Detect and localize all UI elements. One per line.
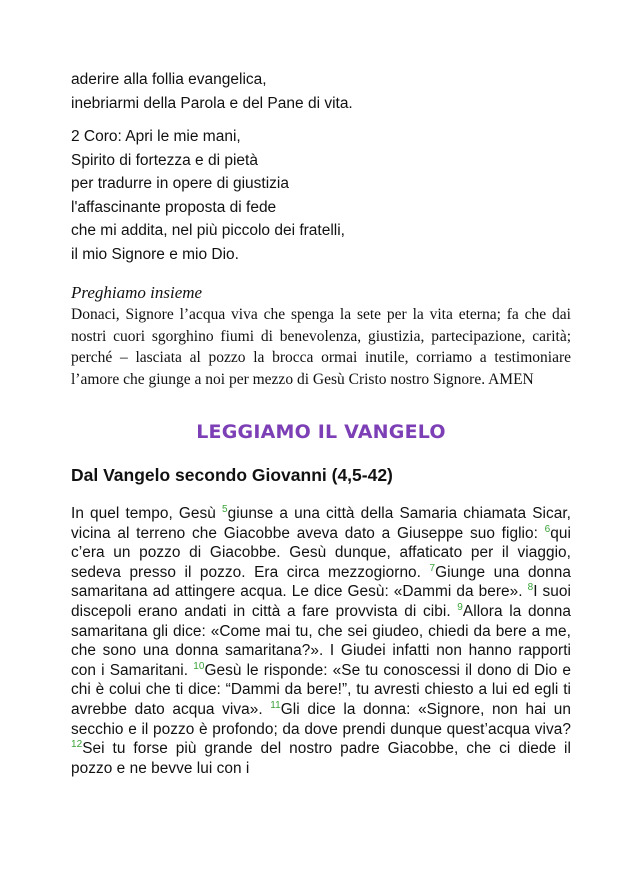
gospel-text bbox=[71, 504, 571, 778]
gospel-text-segment: giunse a una città della Samaria chiamata Sicar, vicina al terreno che Giacobbe aveva dato a Giuseppe suo figlio: bbox=[71, 505, 571, 542]
prayer-text: Donaci, Signore l’acqua viva che spenga la sete per la vita eterna; fa che dai nostri cuori sgorghino fiumi di benevolenza, giustizia, partecipazione, carità; perché – lasciata al pozzo la brocca ormai inutile, corriamo a testimoniare l’amore che giunge a noi per mezzo di Gesù Cristo nostro Signore. AMEN bbox=[71, 306, 571, 388]
poem-stanza bbox=[71, 125, 571, 266]
verse-number: 5 bbox=[222, 503, 228, 515]
gospel-text-segment: Gesù le risponde: «Se tu conoscessi il dono di Dio e chi è colui che ti dice: “Dammi da bere!”, tu avresti chiesto a lui ed egli ti avrebbe dato acqua viva». bbox=[71, 661, 571, 718]
poem-line: per tradurre in opere di giustizia bbox=[71, 175, 289, 192]
gospel-text-segment: Gli dice la donna: «Signore, non hai un secchio e il pozzo è profondo; da dove prendi dunque quest’acqua viva? bbox=[71, 700, 571, 738]
poem-line: che mi addita, nel più piccolo dei fratelli, bbox=[71, 222, 345, 239]
gospel-text-segment: qui c’era un pozzo di Giacobbe. Gesù dunque, affaticato per il viaggio, sedeva presso il pozzo. Era circa mezzogiorno. bbox=[71, 524, 571, 581]
verse-number: 12 bbox=[71, 739, 83, 750]
document-page bbox=[71, 68, 571, 778]
gospel-text-segment: In quel tempo, Gesù bbox=[71, 505, 222, 522]
gospel-title: Dal Vangelo secondo Giovanni (4,5-42) bbox=[71, 465, 393, 485]
verse-number: 6 bbox=[544, 523, 551, 535]
poem-line: l'affascinante proposta di fede bbox=[71, 198, 277, 216]
poem-line: il mio Signore e mio Dio. bbox=[71, 245, 239, 263]
section-heading: LEGGIAMO IL VANGELO bbox=[196, 421, 446, 443]
poem-line: 2 Coro: Apri le mie mani, bbox=[71, 128, 241, 145]
gospel-text-segment: Sei tu forse più grande del nostro padre Giacobbe, che ci diede il pozzo e ne bevve lui con i bbox=[71, 740, 571, 777]
gospel-text-segment: Allora la donna samaritana gli dice: «Come mai tu, che sei giudeo, chiedi da bere a me, che sono una donna samaritana?». I Giudei infatti non hanno rapporti con i Samaritani. bbox=[71, 602, 571, 679]
poem-line: inebriarmi della Parola e del Pane di vita. bbox=[71, 94, 353, 112]
poem-line: aderire alla follia evangelica, bbox=[71, 71, 267, 88]
poem-stanza bbox=[71, 68, 571, 115]
prayer-section bbox=[71, 282, 571, 390]
verse-number: 9 bbox=[457, 601, 463, 613]
poem-line: Spirito di fortezza e di pietà bbox=[71, 151, 258, 169]
verse-number: 11 bbox=[270, 699, 281, 711]
verse-number: 10 bbox=[193, 660, 205, 672]
prayer-title: Preghiamo insieme bbox=[71, 283, 203, 302]
gospel-text-segment: I suoi discepoli erano andati in città a fare provvista di cibi. bbox=[71, 583, 571, 620]
verse-number: 7 bbox=[429, 562, 436, 574]
gospel-text-segment: Giunge una donna samaritana ad attingere acqua. Le dice Gesù: «Dammi da bere». bbox=[71, 563, 571, 601]
verse-number: 8 bbox=[527, 582, 534, 594]
